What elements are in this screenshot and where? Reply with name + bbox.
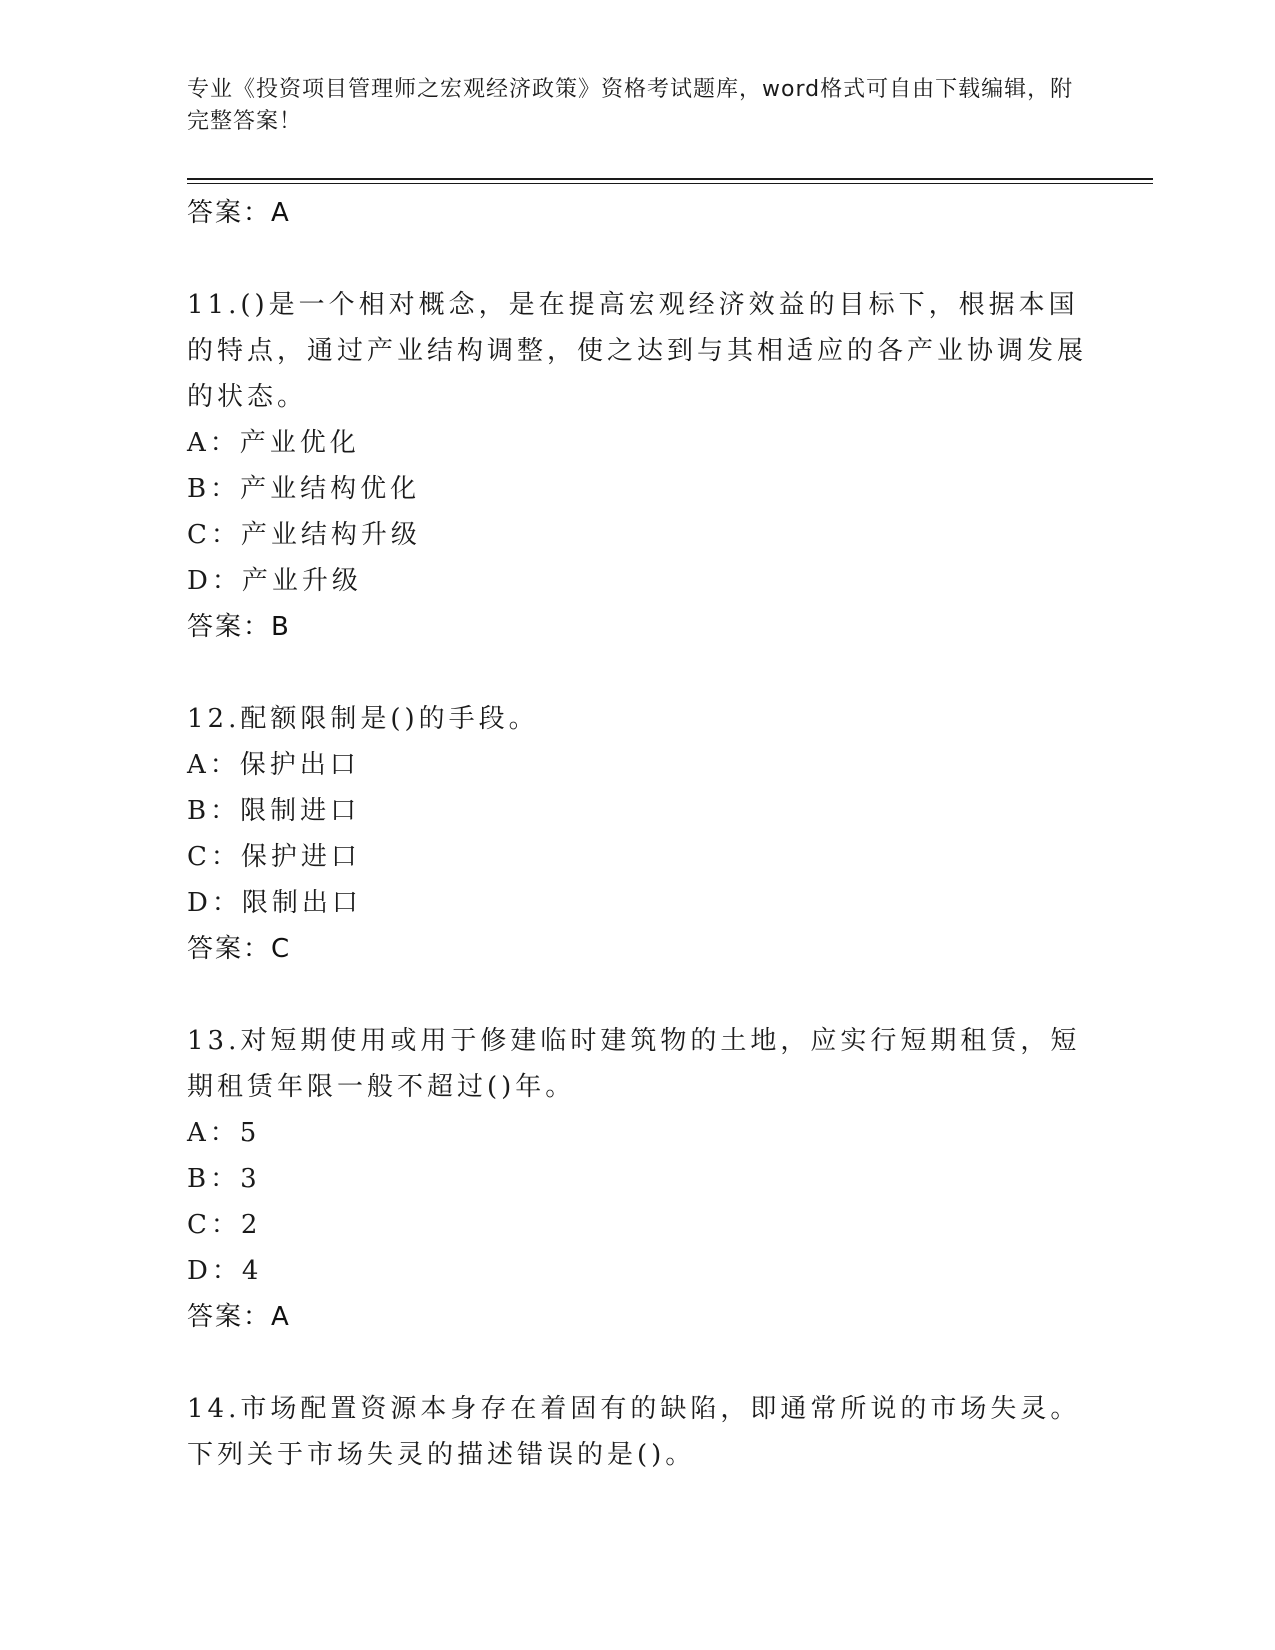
answer-line: 答案：C bbox=[187, 934, 292, 964]
option-c: C：保护进口 bbox=[187, 842, 361, 872]
page-header: 专业《投资项目管理师之宏观经济政策》资格考试题库，word格式可自由下载编辑，附完整答案！ bbox=[187, 77, 1074, 134]
option-c: C：2 bbox=[187, 1210, 262, 1240]
option-d: D：4 bbox=[187, 1256, 263, 1286]
option-a: A：保护出口 bbox=[187, 750, 360, 780]
option-c: C：产业结构升级 bbox=[187, 520, 421, 550]
question-text: 12.配额限制是()的手段。 bbox=[187, 704, 539, 734]
option-b: B：3 bbox=[187, 1164, 261, 1194]
option-a: A：5 bbox=[187, 1118, 261, 1148]
question-text: 14.市场配置资源本身存在着固有的缺陷，即通常所说的市场失灵。下列关于市场失灵的描述错误的是()。 bbox=[187, 1394, 1081, 1470]
option-d: D：限制出口 bbox=[187, 888, 362, 918]
header-divider bbox=[187, 178, 1153, 180]
question-text: 13.对短期使用或用于修建临时建筑物的土地，应实行短期租赁，短期租赁年限一般不超过()年。 bbox=[187, 1026, 1081, 1102]
question-list bbox=[187, 190, 1087, 1478]
header-divider-thin bbox=[187, 183, 1153, 184]
option-a: A：产业优化 bbox=[187, 428, 360, 458]
answer-line: 答案：A bbox=[187, 1302, 291, 1332]
option-b: B：产业结构优化 bbox=[187, 474, 421, 504]
answer-line: 答案：B bbox=[187, 612, 291, 642]
option-d: D：产业升级 bbox=[187, 566, 362, 596]
answer-line: 答案：A bbox=[187, 198, 291, 228]
question-text: 11.()是一个相对概念，是在提高宏观经济效益的目标下，根据本国的特点，通过产业结构调整，使之达到与其相适应的各产业协调发展的状态。 bbox=[187, 290, 1088, 412]
option-b: B：限制进口 bbox=[187, 796, 361, 826]
